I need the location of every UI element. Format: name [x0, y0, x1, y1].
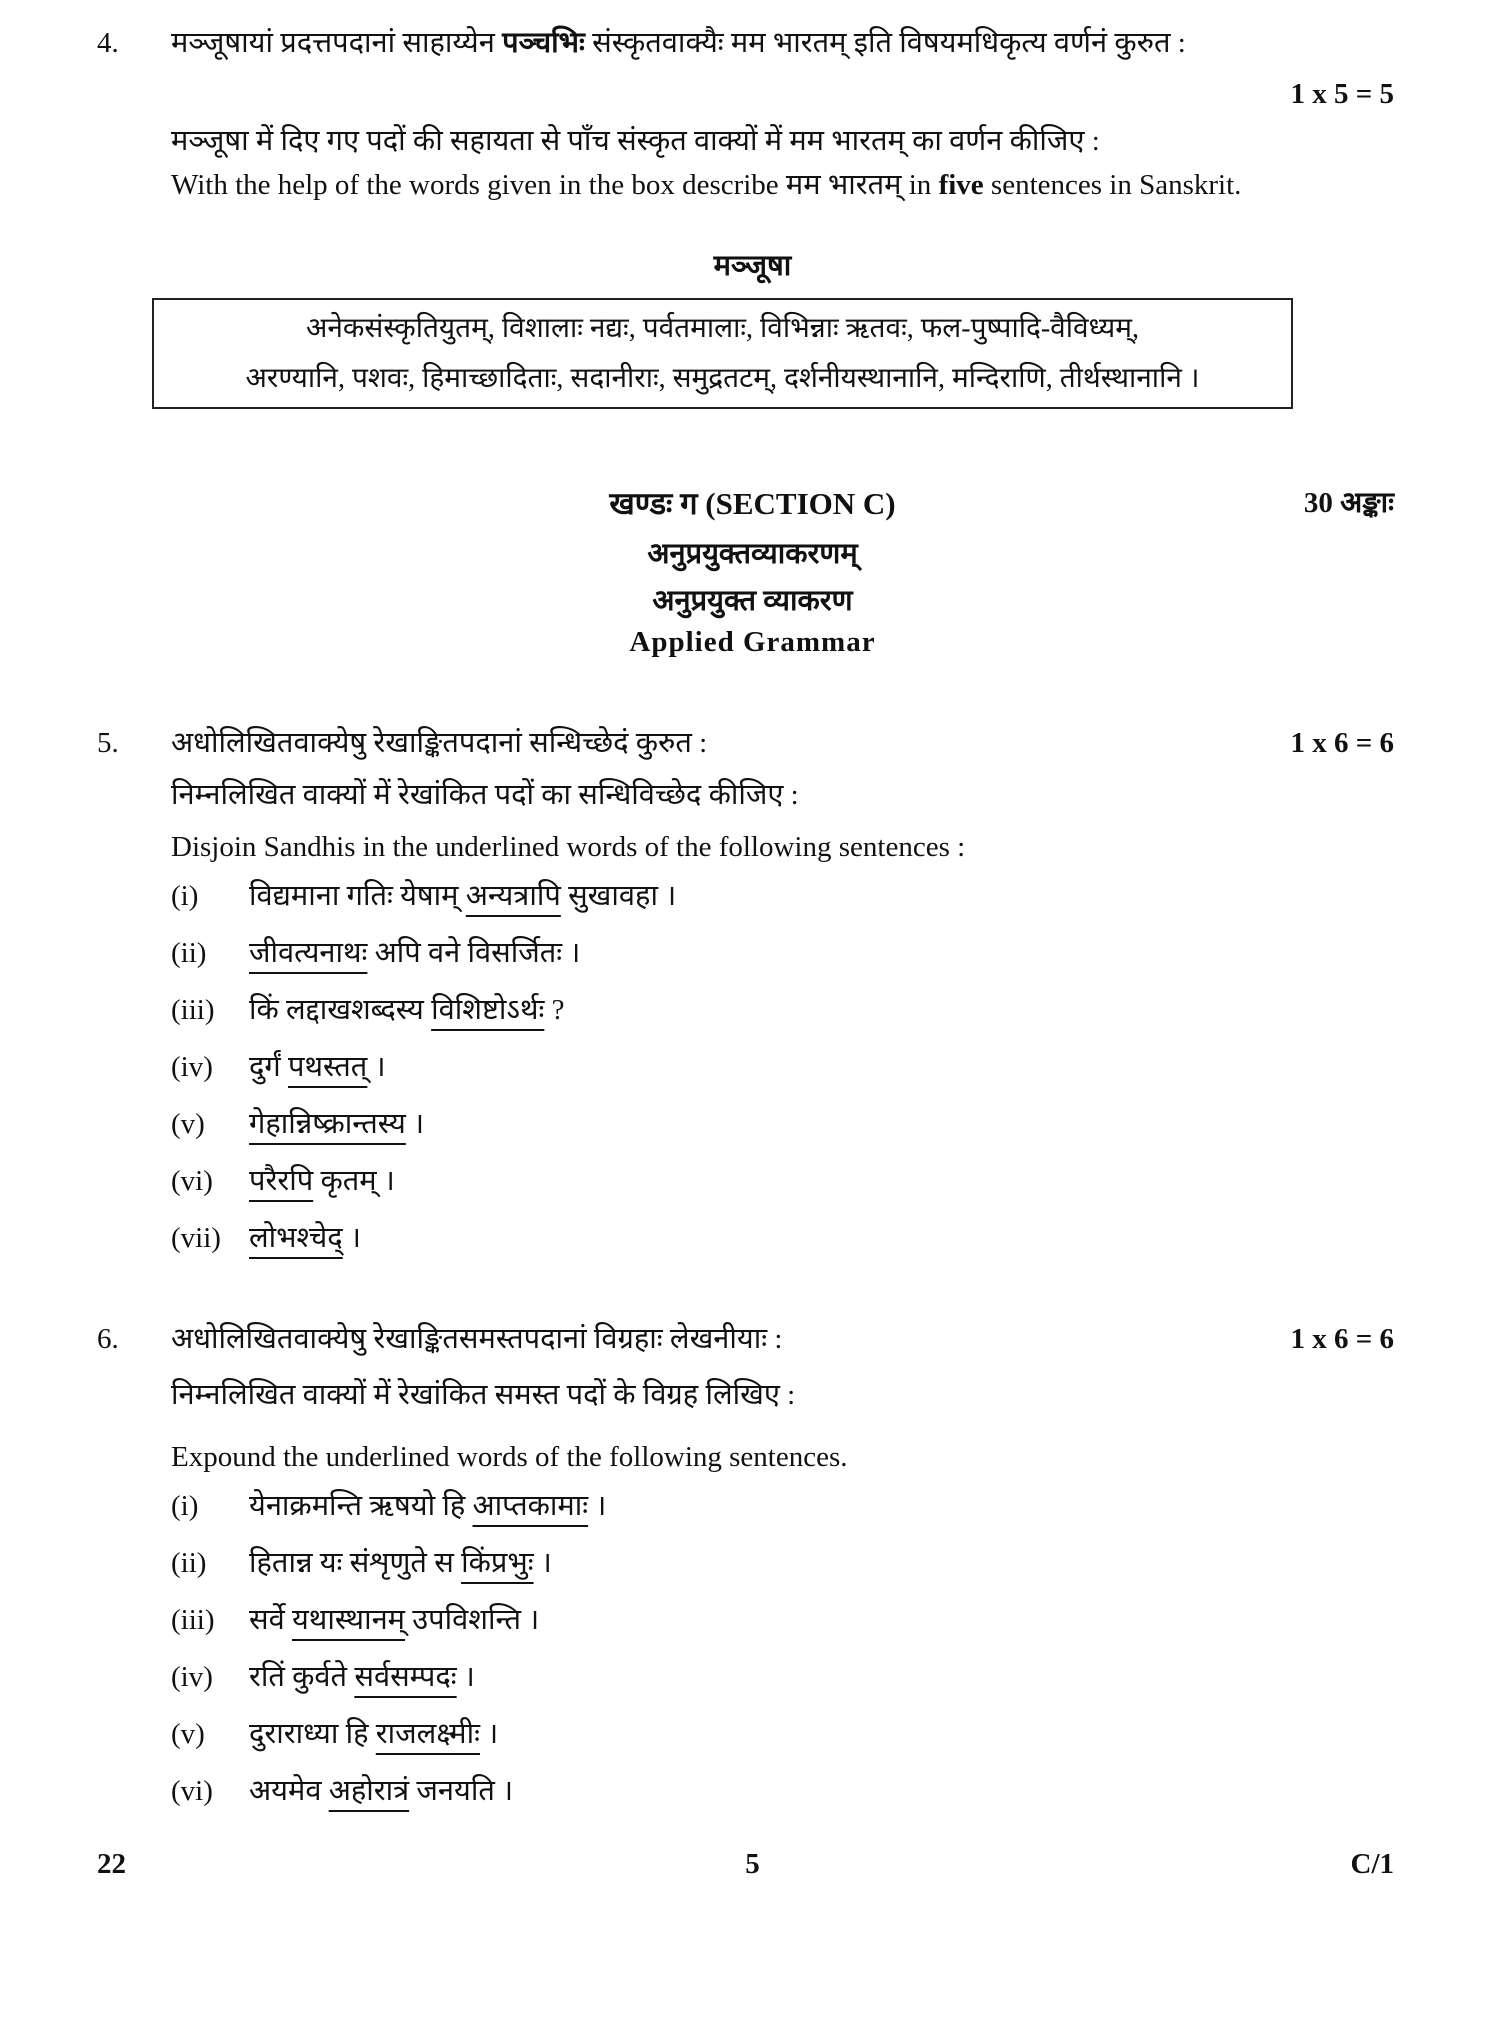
sentence-text: दुर्गं	[249, 1051, 288, 1083]
sub-question	[171, 1096, 424, 1153]
sub-question	[171, 1039, 386, 1096]
sub-question	[171, 1535, 552, 1592]
sub-question-number: (vi)	[171, 1775, 213, 1807]
section-subtitle: अनुप्रयुक्त व्याकरण	[652, 585, 853, 617]
sentence-text: ?	[544, 994, 565, 1026]
question-number: 4.	[97, 27, 119, 59]
sentence-text: दुराराध्या हि	[249, 1718, 376, 1750]
sub-question-number: (iii)	[171, 994, 215, 1026]
section-marks: 30 अङ्काः	[1303, 487, 1394, 519]
sentence-text: रतिं कुर्वते	[249, 1661, 355, 1693]
q4-english-text: sentences in Sanskrit.	[983, 169, 1242, 201]
question-number: 6.	[97, 1323, 119, 1355]
sentence-text: ।	[456, 1661, 475, 1693]
underlined-word: यथास्थानम्	[291, 1604, 406, 1636]
sub-question-number: (i)	[171, 1490, 199, 1522]
sentence-text: अपि वने विसर्जितः ।	[367, 937, 581, 969]
sentence-text: ।	[342, 1222, 361, 1254]
q4-hindi-instruction: मञ्जूषा में दिए गए पदों की सहायता से पाँच संस्कृत वाक्यों में मम भारतम् का वर्णन कीजिए :	[171, 125, 1100, 157]
footer-set: C/1	[1350, 1848, 1394, 1880]
sub-question	[171, 1478, 606, 1535]
q4-english-bold: five	[938, 169, 984, 201]
section-subtitle: अनुप्रयुक्तव्याकरणम्	[647, 538, 858, 570]
word-box-line: अनेकसंस्कृतियुतम्, विशालाः नद्यः, पर्वतमालाः, विभिन्नाः ऋतवः, फल-पुष्पादि-वैविध्यम्,	[305, 313, 1140, 344]
sentence-text: ।	[405, 1108, 425, 1140]
sub-question-number: (iii)	[171, 1604, 215, 1636]
sentence-text: जनयति ।	[409, 1775, 514, 1807]
q4-text: मञ्जूषायां प्रदत्तपदानां साहाय्येन	[171, 27, 503, 59]
underlined-word: गेहान्निष्क्रान्तस्य	[249, 1108, 406, 1140]
sentence-text: उपविशन्ति ।	[405, 1604, 540, 1636]
underlined-word: लोभश्चेद्	[249, 1222, 343, 1254]
sub-question	[171, 1763, 513, 1820]
page-number: 5	[745, 1848, 760, 1880]
word-box-line: अरण्यानि, पशवः, हिमाच्छादिताः, सदानीराः, समुद्रतटम्, दर्शनीयस्थानानि, मन्दिराणि, तीर्थस्थानानि ।	[245, 363, 1200, 394]
sentence-text: ।	[588, 1490, 607, 1522]
word-box-title: मञ्जूषा	[713, 250, 792, 282]
section-title: खण्डः ग (SECTION C)	[609, 486, 896, 521]
q4-bold: पञ्चभिः	[502, 27, 585, 59]
section-subtitle-english: Applied Grammar	[629, 626, 876, 658]
sub-question	[171, 1706, 498, 1763]
sub-question-number: (iv)	[171, 1051, 213, 1083]
sentence-text: सर्वे	[249, 1604, 292, 1636]
sub-question-number: (v)	[171, 1718, 205, 1750]
sub-question-number: (vi)	[171, 1165, 213, 1197]
sub-question-number: (ii)	[171, 1547, 207, 1579]
sub-question-number: (ii)	[171, 937, 207, 969]
sentence-text: किं लद्दाखशब्दस्य	[249, 994, 432, 1026]
sentence-text: ।	[479, 1718, 499, 1750]
q5-marks: 1 x 6 = 6	[1290, 727, 1394, 759]
underlined-word: विशिष्टोऽर्थः	[431, 994, 545, 1026]
sub-question	[171, 925, 580, 982]
sentence-text: सुखावहा ।	[560, 880, 677, 912]
sentence-text: कृतम् ।	[313, 1165, 395, 1197]
q5-hindi-instruction: निम्नलिखित वाक्यों में रेखांकित पदों का सन्धिविच्छेद कीजिए :	[171, 779, 799, 811]
underlined-word: पथस्तत्	[287, 1051, 368, 1083]
sentence-text: ।	[367, 1051, 386, 1083]
q6-sanskrit-instruction: अधोलिखितवाक्येषु रेखाङ्कितसमस्तपदानां विग्रहाः लेखनीयाः :	[171, 1323, 783, 1355]
sentence-text: अयमेव	[249, 1775, 329, 1807]
underlined-word: राजलक्ष्मीः	[375, 1718, 480, 1750]
underlined-word: जीवत्यनाथः	[249, 937, 368, 969]
sub-question	[171, 1649, 475, 1706]
underlined-word: सर्वसम्पदः	[354, 1661, 457, 1693]
sentence-text: येनाक्रमन्ति ऋषयो हि	[249, 1490, 473, 1522]
sub-question	[171, 1210, 361, 1267]
sub-question-number: (vii)	[171, 1222, 221, 1254]
q4-english-instruction	[171, 160, 1394, 211]
question-number: 5.	[97, 727, 119, 759]
q4-english-text: With the help of the words given in the box describe मम भारतम् in	[171, 169, 939, 201]
q6-marks: 1 x 6 = 6	[1290, 1323, 1394, 1355]
underlined-word: अन्यत्रापि	[465, 880, 561, 912]
sentence-text: विद्यमाना गतिः येषाम्	[249, 880, 466, 912]
q4-text: संस्कृतवाक्यैः मम भारतम् इति विषयमधिकृत्य वर्णनं कुरुत :	[584, 27, 1186, 59]
sub-question	[171, 1592, 539, 1649]
sentence-text: ।	[533, 1547, 552, 1579]
sub-question	[171, 982, 564, 1039]
q4-sanskrit-instruction	[171, 18, 1394, 69]
word-box	[152, 298, 1293, 409]
underlined-word: अहोरात्रं	[328, 1775, 410, 1807]
sub-question	[171, 1153, 395, 1210]
sub-question-number: (i)	[171, 880, 199, 912]
underlined-word: आप्तकामाः	[472, 1490, 589, 1522]
sentence-text: हितान्न यः संशृणुते स	[249, 1547, 462, 1579]
sub-question	[171, 868, 676, 925]
footer-code: 22	[97, 1848, 126, 1880]
q6-hindi-instruction: निम्नलिखित वाक्यों में रेखांकित समस्त पदों के विग्रह लिखिए :	[171, 1379, 796, 1411]
q4-marks: 1 x 5 = 5	[1290, 78, 1394, 110]
underlined-word: परैरपि	[249, 1165, 314, 1197]
q6-english-instruction: Expound the underlined words of the following sentences.	[171, 1441, 848, 1473]
sub-question-number: (iv)	[171, 1661, 213, 1693]
q5-english-instruction: Disjoin Sandhis in the underlined words of the following sentences :	[171, 831, 966, 863]
sub-question-number: (v)	[171, 1108, 205, 1140]
q5-sanskrit-instruction: अधोलिखितवाक्येषु रेखाङ्कितपदानां सन्धिच्छेदं कुरुत :	[171, 727, 708, 759]
underlined-word: किंप्रभुः	[461, 1547, 534, 1579]
